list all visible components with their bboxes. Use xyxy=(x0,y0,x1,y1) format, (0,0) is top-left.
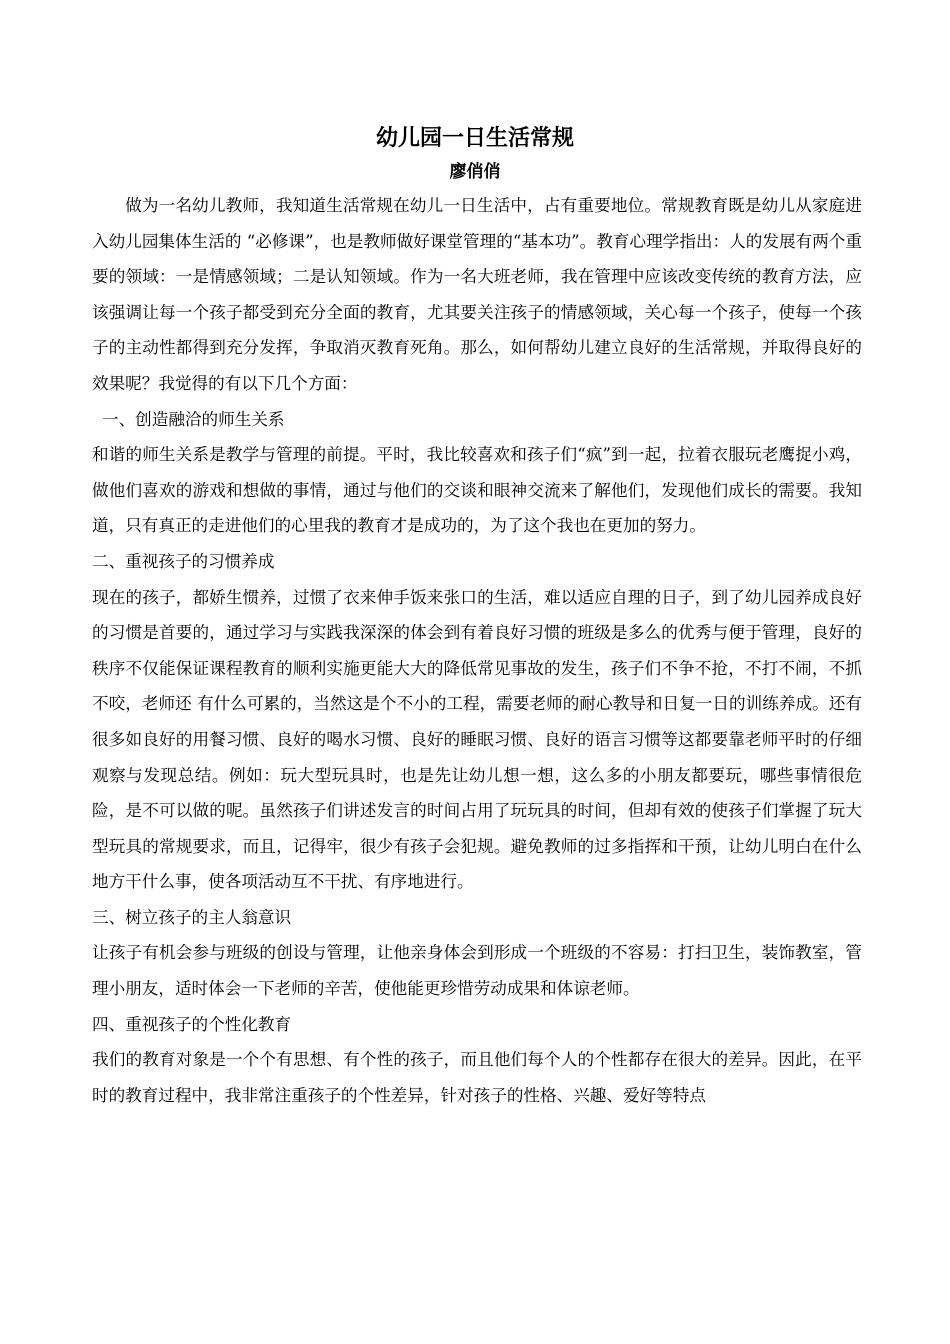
section-paragraph: 现在的孩子，都娇生惯养，过惯了衣来伸手饭来张口的生活，难以适应自理的日子，到了幼儿园养成良好的习惯是首要的，通过学习与实践我深深的体会到有着良好习惯的班级是多么的优秀与便于管理，良好的秩序不仅能保证课程教育的顺利实施更能大大的降低常见事故的发生，孩子们不争不抢，不打不闹，不抓不咬，老师还 有什么可累的，当然这是个不小的工程，需要老师的耐心教导和日复一日的训练养成。还有很多如良好的用餐习惯、良好的喝水习惯、良好的睡眠习惯、良好的语言习惯等这都要靠老师平时的仔细观察与发现总结。例如：玩大型玩具时，也是先让幼儿想一想，这么多的小朋友都要玩，哪些事情很危险，是不可以做的呢。虽然孩子们讲述发言的时间占用了玩玩具的时间，但却有效的使孩子们掌握了玩大型玩具的常规要求，而且，记得牢，很少有孩子会犯规。避免教师的过多指挥和干预，让幼儿明白在什么地方干什么事，使各项活动互不干扰、有序地进行。 xyxy=(92,587,862,892)
section-heading: 二、重视孩子的习惯养成 xyxy=(92,551,275,571)
document-title: 幼儿园一日生活常规 xyxy=(375,126,574,151)
section-heading: 三、树立孩子的主人翁意识 xyxy=(92,907,292,927)
section-heading: 四、重视孩子的个性化教育 xyxy=(92,1014,292,1034)
intro-paragraph: 做为一名幼儿教师，我知道生活常规在幼儿一日生活中，占有重要地位。常规教育既是幼儿从家庭进入幼儿园集体生活的 “必修课”，也是教师做好课堂管理的“基本功”。教育心理学指出：人的发展有两个重要的领域：一是情感领域；二是认知领域。作为一名大班老师，我在管理中应该改变传统的教育方法，应该强调让每一个孩子都受到充分全面的教育，尤其要关注孩子的情感领域，关心每一个孩子，使每一个孩子的主动性都得到充分发挥，争取消灭教育死角。那么，如何帮幼儿建立良好的生活常规，并取得良好的效果呢？我觉得的有以下几个方面： xyxy=(92,196,862,393)
section-paragraph: 让孩子有机会参与班级的创设与管理，让他亲身体会到形成一个班级的不容易：打扫卫生，装饰教室，管理小朋友，适时体会一下老师的辛苦，使他能更珍惜劳动成果和体谅老师。 xyxy=(92,943,862,999)
document-body xyxy=(92,188,862,1113)
section-heading: 一、创造融洽的师生关系 xyxy=(102,409,285,429)
section-paragraph: 我们的教育对象是一个个有思想、有个性的孩子，而且他们每个人的个性都存在很大的差异。因此，在平时的教育过程中，我非常注重孩子的个性差异，针对孩子的性格、兴趣、爱好等特点 xyxy=(92,1050,862,1105)
document-author: 廖俏俏 xyxy=(449,162,501,182)
section-paragraph: 和谐的师生关系是教学与管理的前提。平时，我比较喜欢和孩子们“疯”到一起，拉着衣服玩老鹰捉小鸡，做他们喜欢的游戏和想做的事情，通过与他们的交谈和眼神交流来了解他们，发现他们成长的需要。我知道，只有真正的走进他们的心里我的教育才是成功的，为了这个我也在更加的努力。 xyxy=(92,445,862,536)
